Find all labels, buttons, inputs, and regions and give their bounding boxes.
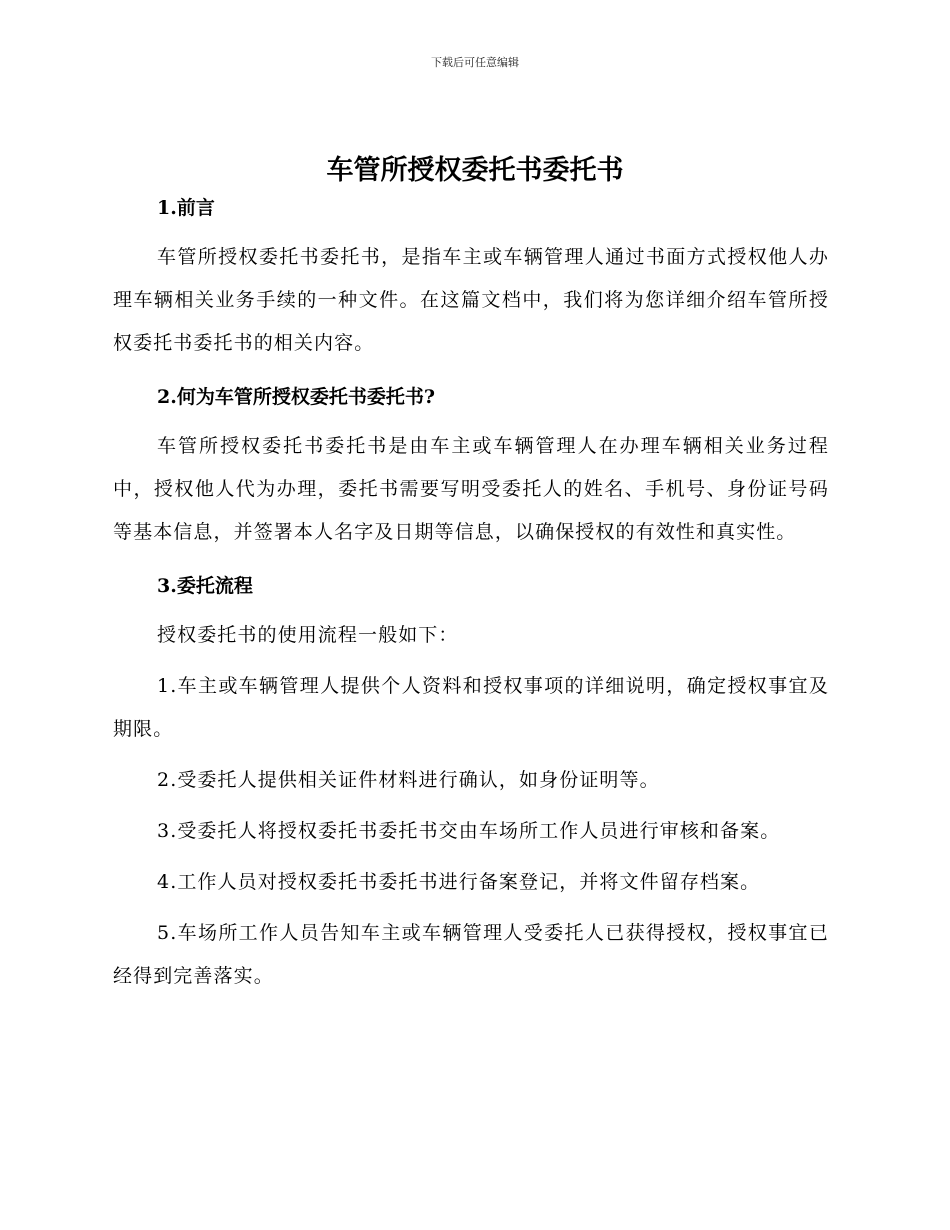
section-heading-definition: 2.何为车管所授权委托书委托书? (157, 386, 435, 408)
section-heading-process: 3.委托流程 (157, 575, 253, 597)
process-step-1: 1.车主或车辆管理人提供个人资料和授权事项的详细说明，确定授权事宜及期限。 (113, 675, 829, 740)
process-step-2: 2.受委托人提供相关证件材料进行确认，如身份证明等。 (157, 769, 660, 791)
preface-paragraph: 车管所授权委托书委托书，是指车主或车辆管理人通过书面方式授权他人办理车辆相关业务手续的一种文件。在这篇文档中，我们将为您详细介绍车管所授权委托书委托书的相关内容。 (113, 246, 829, 354)
process-step-4: 4.工作人员对授权委托书委托书进行备案登记，并将文件留存档案。 (157, 871, 761, 893)
definition-paragraph: 车管所授权委托书委托书是由车主或车辆管理人在办理车辆相关业务过程中，授权他人代为办理，委托书需要写明受委托人的姓名、手机号、身份证号码等基本信息，并签署本人名字及日期等信息，以确保授权的有效性和真实性。 (113, 435, 829, 543)
process-intro: 授权委托书的使用流程一般如下： (157, 624, 459, 646)
process-step-3: 3.受委托人将授权委托书委托书交由车场所工作人员进行审核和备案。 (157, 820, 781, 842)
page-header-note: 下载后可任意编辑 (431, 56, 519, 69)
document-body (113, 188, 829, 998)
document-title: 车管所授权委托书委托书 (326, 155, 624, 186)
section-heading-preface: 1.前言 (157, 197, 215, 219)
process-step-5: 5.车场所工作人员告知车主或车辆管理人受委托人已获得授权，授权事宜已经得到完善落实。 (113, 922, 829, 987)
